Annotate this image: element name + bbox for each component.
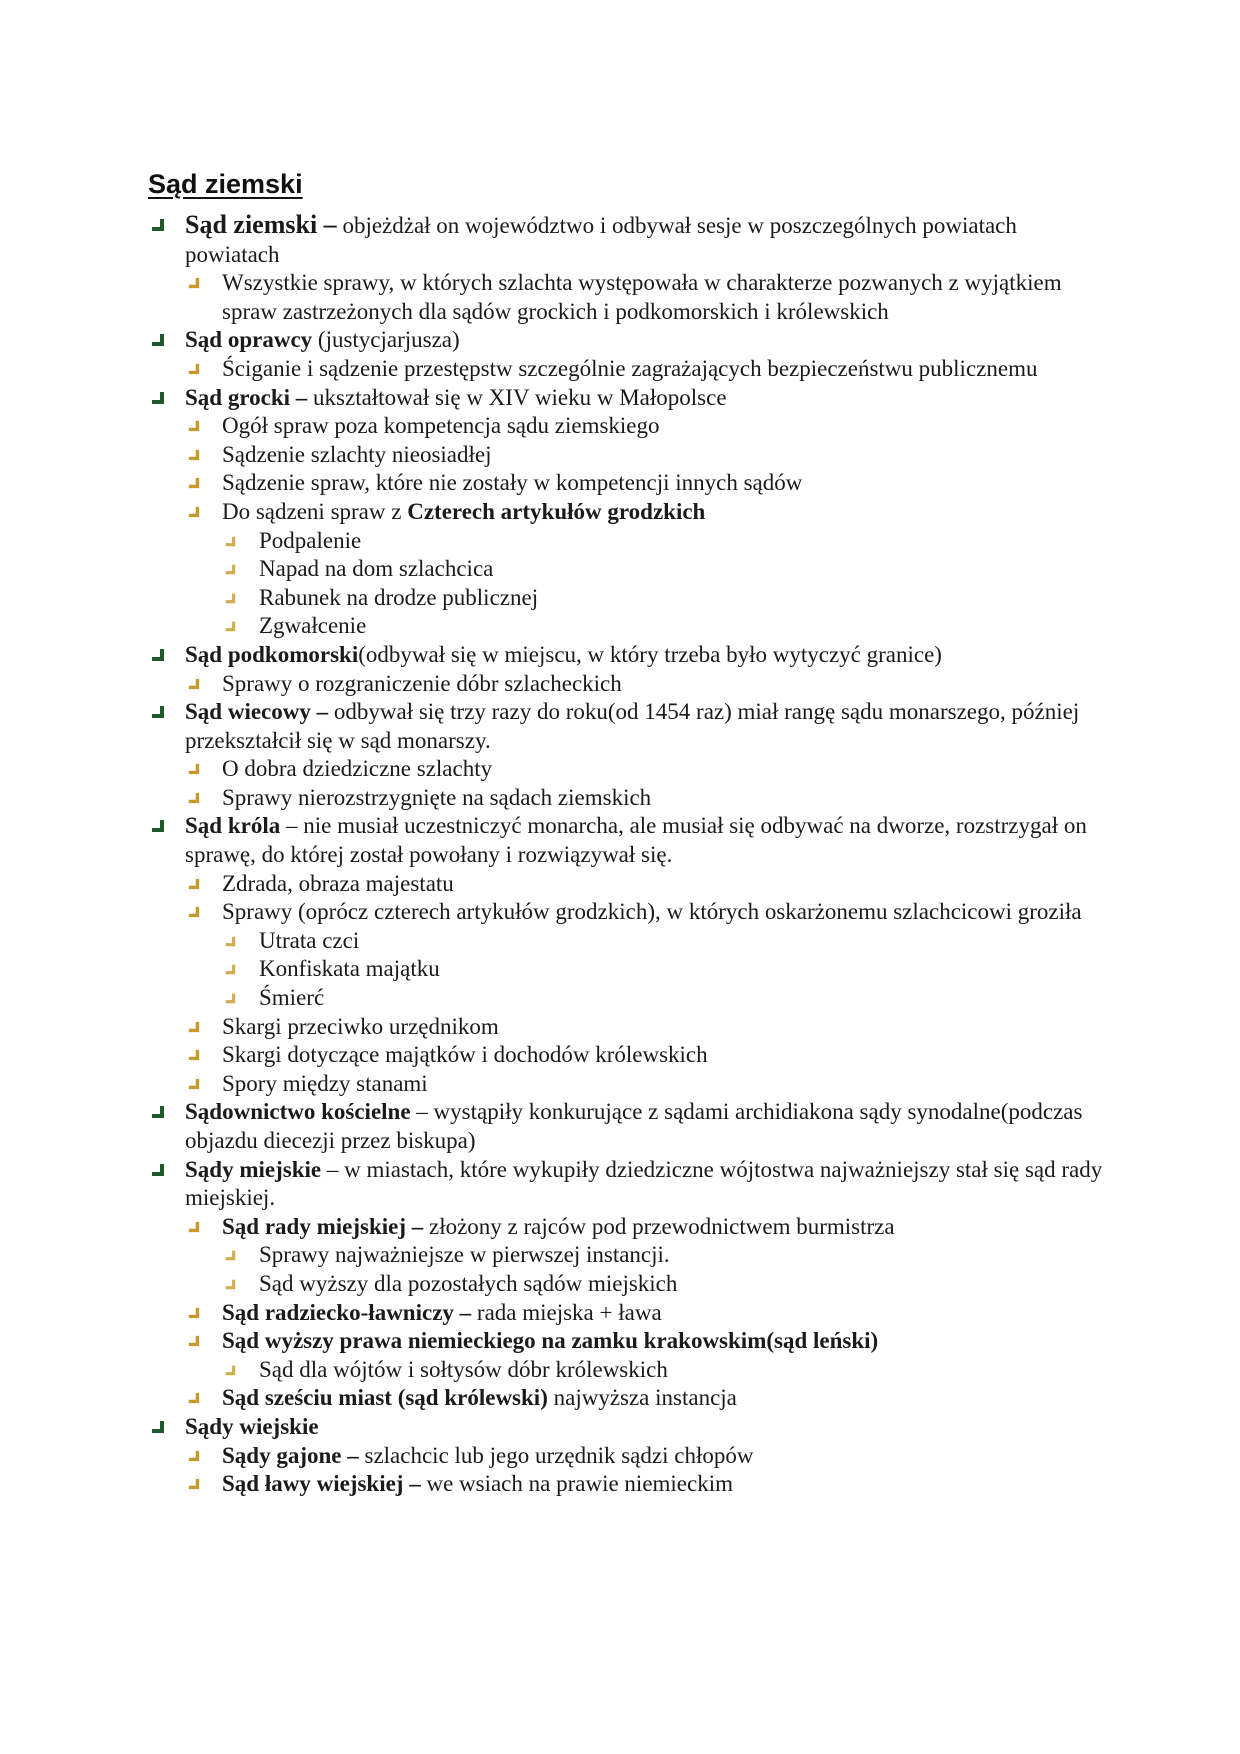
bullet-icon	[188, 506, 200, 518]
bullet-icon	[188, 420, 200, 432]
item-text: Sprawy o rozgraniczenie dóbr szlacheckich	[222, 670, 622, 696]
item-emphasis: Czterech artykułów grodzkich	[407, 498, 706, 524]
outline-subitem	[185, 1470, 1108, 1499]
bullet-icon	[188, 277, 200, 289]
outline-subsubitem	[222, 584, 1108, 613]
bullet-icon	[151, 705, 165, 719]
nested-list	[185, 670, 1108, 699]
nested-list	[185, 755, 1108, 812]
item-text: Ściganie i sądzenie przestępstw szczególnie zagrażających bezpieczeństwu publicznemu	[222, 355, 1038, 381]
outline-subsubitem	[222, 955, 1108, 984]
item-heading: Sądy wiejskie	[185, 1413, 319, 1439]
item-text: Do sądzeni spraw z	[222, 498, 408, 524]
outline-item	[148, 384, 1108, 641]
bullet-icon	[188, 1307, 200, 1319]
outline-subsubitem	[222, 527, 1108, 556]
item-text: Podpalenie	[259, 527, 362, 553]
outline-subsubitem	[222, 927, 1108, 956]
bullet-icon	[151, 1163, 165, 1177]
bullet-icon	[188, 1392, 200, 1404]
nested-list	[222, 1241, 1108, 1298]
item-text: Sądzenie szlachty nieosiadłej	[222, 441, 492, 467]
bullet-icon	[188, 1221, 200, 1233]
outline-item	[148, 1156, 1108, 1413]
document-page	[148, 166, 1108, 1499]
outline-subitem	[185, 412, 1108, 441]
bullet-icon	[151, 1420, 165, 1434]
item-heading: Sąd podkomorski	[185, 641, 359, 667]
page-title: Sąd ziemski	[148, 169, 303, 199]
bullet-icon	[188, 1478, 200, 1490]
item-text: Sprawy (oprócz czterech artykułów grodzkich), w których oskarżonemu szlachcicowi groziła	[222, 899, 1082, 925]
item-text: Spory między stanami	[222, 1070, 428, 1096]
item-text: Sądzenie spraw, które nie zostały w kompetencji innych sądów	[222, 470, 803, 496]
outline-subitem	[185, 1041, 1108, 1070]
item-text: rada miejska + ława	[471, 1299, 662, 1325]
item-heading: Sądy miejskie	[185, 1156, 322, 1182]
outline-subsubitem	[222, 1270, 1108, 1299]
bullet-icon	[225, 993, 236, 1004]
bullet-icon	[151, 1105, 165, 1119]
item-heading: Sąd ziemski –	[185, 210, 337, 239]
bullet-icon	[188, 678, 200, 690]
item-text: Śmierć	[259, 985, 325, 1011]
nested-list	[185, 412, 1108, 641]
item-heading: Sąd króla	[185, 813, 281, 839]
bullet-icon	[188, 906, 200, 918]
item-heading: Sąd wyższy prawa niemieckiego na zamku krakowskim(sąd leński)	[222, 1328, 879, 1354]
bullet-icon	[225, 1365, 236, 1376]
nested-list	[185, 269, 1108, 326]
item-heading: Sąd radziecko-ławniczy –	[222, 1299, 472, 1325]
item-text: Napad na dom szlachcica	[259, 556, 494, 582]
bullet-icon	[151, 819, 165, 833]
bullet-icon	[151, 218, 165, 232]
bullet-icon	[225, 1250, 236, 1261]
outline-item	[148, 698, 1108, 812]
outline-subitem	[185, 755, 1108, 784]
item-text: Ogół spraw poza kompetencja sądu ziemskiego	[222, 413, 660, 439]
item-heading: Sąd ławy wiejskiej –	[222, 1471, 421, 1497]
item-heading: Sądy gajone –	[222, 1442, 359, 1468]
bullet-icon	[188, 1021, 200, 1033]
outline-item	[148, 641, 1108, 698]
outline-subitem	[185, 498, 1108, 641]
outline-subitem	[185, 269, 1108, 326]
outline-subitem	[185, 1442, 1108, 1471]
bullet-icon	[188, 363, 200, 375]
outline-subitem	[185, 355, 1108, 384]
bullet-icon	[225, 536, 236, 547]
outline-subitem	[185, 1327, 1108, 1384]
bullet-icon	[188, 477, 200, 489]
nested-list	[185, 870, 1108, 1099]
bullet-icon	[188, 878, 200, 890]
bullet-icon	[225, 564, 236, 575]
outline-subsubitem	[222, 1241, 1108, 1270]
outline-subitem	[185, 784, 1108, 813]
outline-subitem	[185, 870, 1108, 899]
outline-subitem	[185, 1299, 1108, 1328]
bullet-icon	[225, 593, 236, 604]
outline-list	[148, 211, 1108, 1499]
item-text: Utrata czci	[259, 927, 360, 953]
item-heading: Sądownictwo kościelne	[185, 1099, 411, 1125]
item-text: – wystąpiły konkurujące z sądami archidiakona sądy synodalne(podczas objazdu diecezji przez biskupa)	[185, 1099, 1083, 1153]
bullet-icon	[151, 648, 165, 662]
outline-subitem	[185, 1213, 1108, 1299]
outline-subsubitem	[222, 984, 1108, 1013]
bullet-icon	[225, 964, 236, 975]
item-text: Rabunek na drodze publicznej	[259, 584, 539, 610]
bullet-icon	[225, 1279, 236, 1290]
item-text: Konfiskata majątku	[259, 956, 440, 982]
item-text: objeżdżał on województwo i odbywał sesje w poszczególnych powiatach powiatach	[185, 213, 1017, 267]
outline-subitem	[185, 1070, 1108, 1099]
item-text: Sprawy nierozstrzygnięte na sądach ziemskich	[222, 784, 652, 810]
outline-item	[148, 326, 1108, 383]
outline-subitem	[185, 441, 1108, 470]
bullet-icon	[151, 391, 165, 405]
nested-list	[185, 1213, 1108, 1413]
bullet-icon	[188, 1450, 200, 1462]
item-text: Sąd dla wójtów i sołtysów dóbr królewskich	[259, 1356, 668, 1382]
outline-subitem	[185, 1384, 1108, 1413]
bullet-icon	[151, 333, 165, 347]
bullet-icon	[188, 763, 200, 775]
outline-item	[148, 211, 1108, 326]
outline-subitem	[185, 898, 1108, 1012]
bullet-icon	[188, 1049, 200, 1061]
bullet-icon	[225, 936, 236, 947]
item-text: Zdrada, obraza majestatu	[222, 870, 454, 896]
nested-list	[222, 1356, 1108, 1385]
item-text: O dobra dziedziczne szlachty	[222, 756, 493, 782]
nested-list	[222, 927, 1108, 1013]
item-text: Skargi przeciwko urzędnikom	[222, 1013, 499, 1039]
outline-subitem	[185, 670, 1108, 699]
item-text: Zgwałcenie	[259, 613, 367, 639]
item-text: ukształtował się w XIV wieku w Małopolsce	[307, 384, 727, 410]
item-text: złożony z rajców pod przewodnictwem burmistrza	[423, 1213, 895, 1239]
bullet-icon	[188, 1335, 200, 1347]
bullet-icon	[188, 449, 200, 461]
nested-list	[185, 355, 1108, 384]
bullet-icon	[188, 792, 200, 804]
item-text: – nie musiał uczestniczyć monarcha, ale musiał się odbywać na dworze, rozstrzygał on sprawę, do której został powołany i rozwiązywał się.	[185, 813, 1087, 868]
bullet-icon	[225, 621, 236, 632]
bullet-icon	[188, 1078, 200, 1090]
item-heading: Sąd oprawcy	[185, 327, 313, 353]
outline-subsubitem	[222, 555, 1108, 584]
item-text: – w miastach, które wykupiły dziedziczne wójtostwa najważniejszy stał się sąd rady miejskiej.	[185, 1156, 1103, 1211]
outline-subitem	[185, 1013, 1108, 1042]
item-text: (odbywał się w miejscu, w który trzeba było wytyczyć granice)	[358, 641, 942, 667]
item-text: (justycjarjusza)	[312, 327, 460, 353]
outline-item	[148, 1413, 1108, 1499]
item-text: we wsiach na prawie niemieckim	[420, 1471, 733, 1497]
item-text: odbywał się trzy razy do roku(od 1454 raz) miał rangę sądu monarszego, później przekształcił się w sąd monarszy.	[185, 699, 1080, 753]
outline-subitem	[185, 469, 1108, 498]
nested-list	[222, 527, 1108, 641]
item-heading: Sąd rady miejskiej –	[222, 1213, 424, 1239]
item-text: Skargi dotyczące majątków i dochodów królewskich	[222, 1042, 708, 1068]
item-text: Sprawy najważniejsze w pierwszej instancji.	[259, 1242, 670, 1268]
item-heading: Sąd wiecowy –	[185, 699, 329, 725]
item-heading: Sąd grocki –	[185, 384, 308, 410]
nested-list	[185, 1442, 1108, 1499]
outline-subsubitem	[222, 612, 1108, 641]
item-heading: Sąd sześciu miast (sąd królewski)	[222, 1385, 548, 1411]
outline-item	[148, 1098, 1108, 1155]
outline-item	[148, 812, 1108, 1098]
item-text: Sąd wyższy dla pozostałych sądów miejskich	[259, 1270, 678, 1296]
item-text: szlachcic lub jego urzędnik sądzi chłopów	[358, 1442, 754, 1468]
outline-subsubitem	[222, 1356, 1108, 1385]
item-text: Wszystkie sprawy, w których szlachta występowała w charakterze pozwanych z wyjątkiem spraw zastrzeżonych dla sądów grockich i podkomorskich i królewskich	[222, 270, 1062, 324]
item-text: najwyższa instancja	[547, 1385, 737, 1411]
